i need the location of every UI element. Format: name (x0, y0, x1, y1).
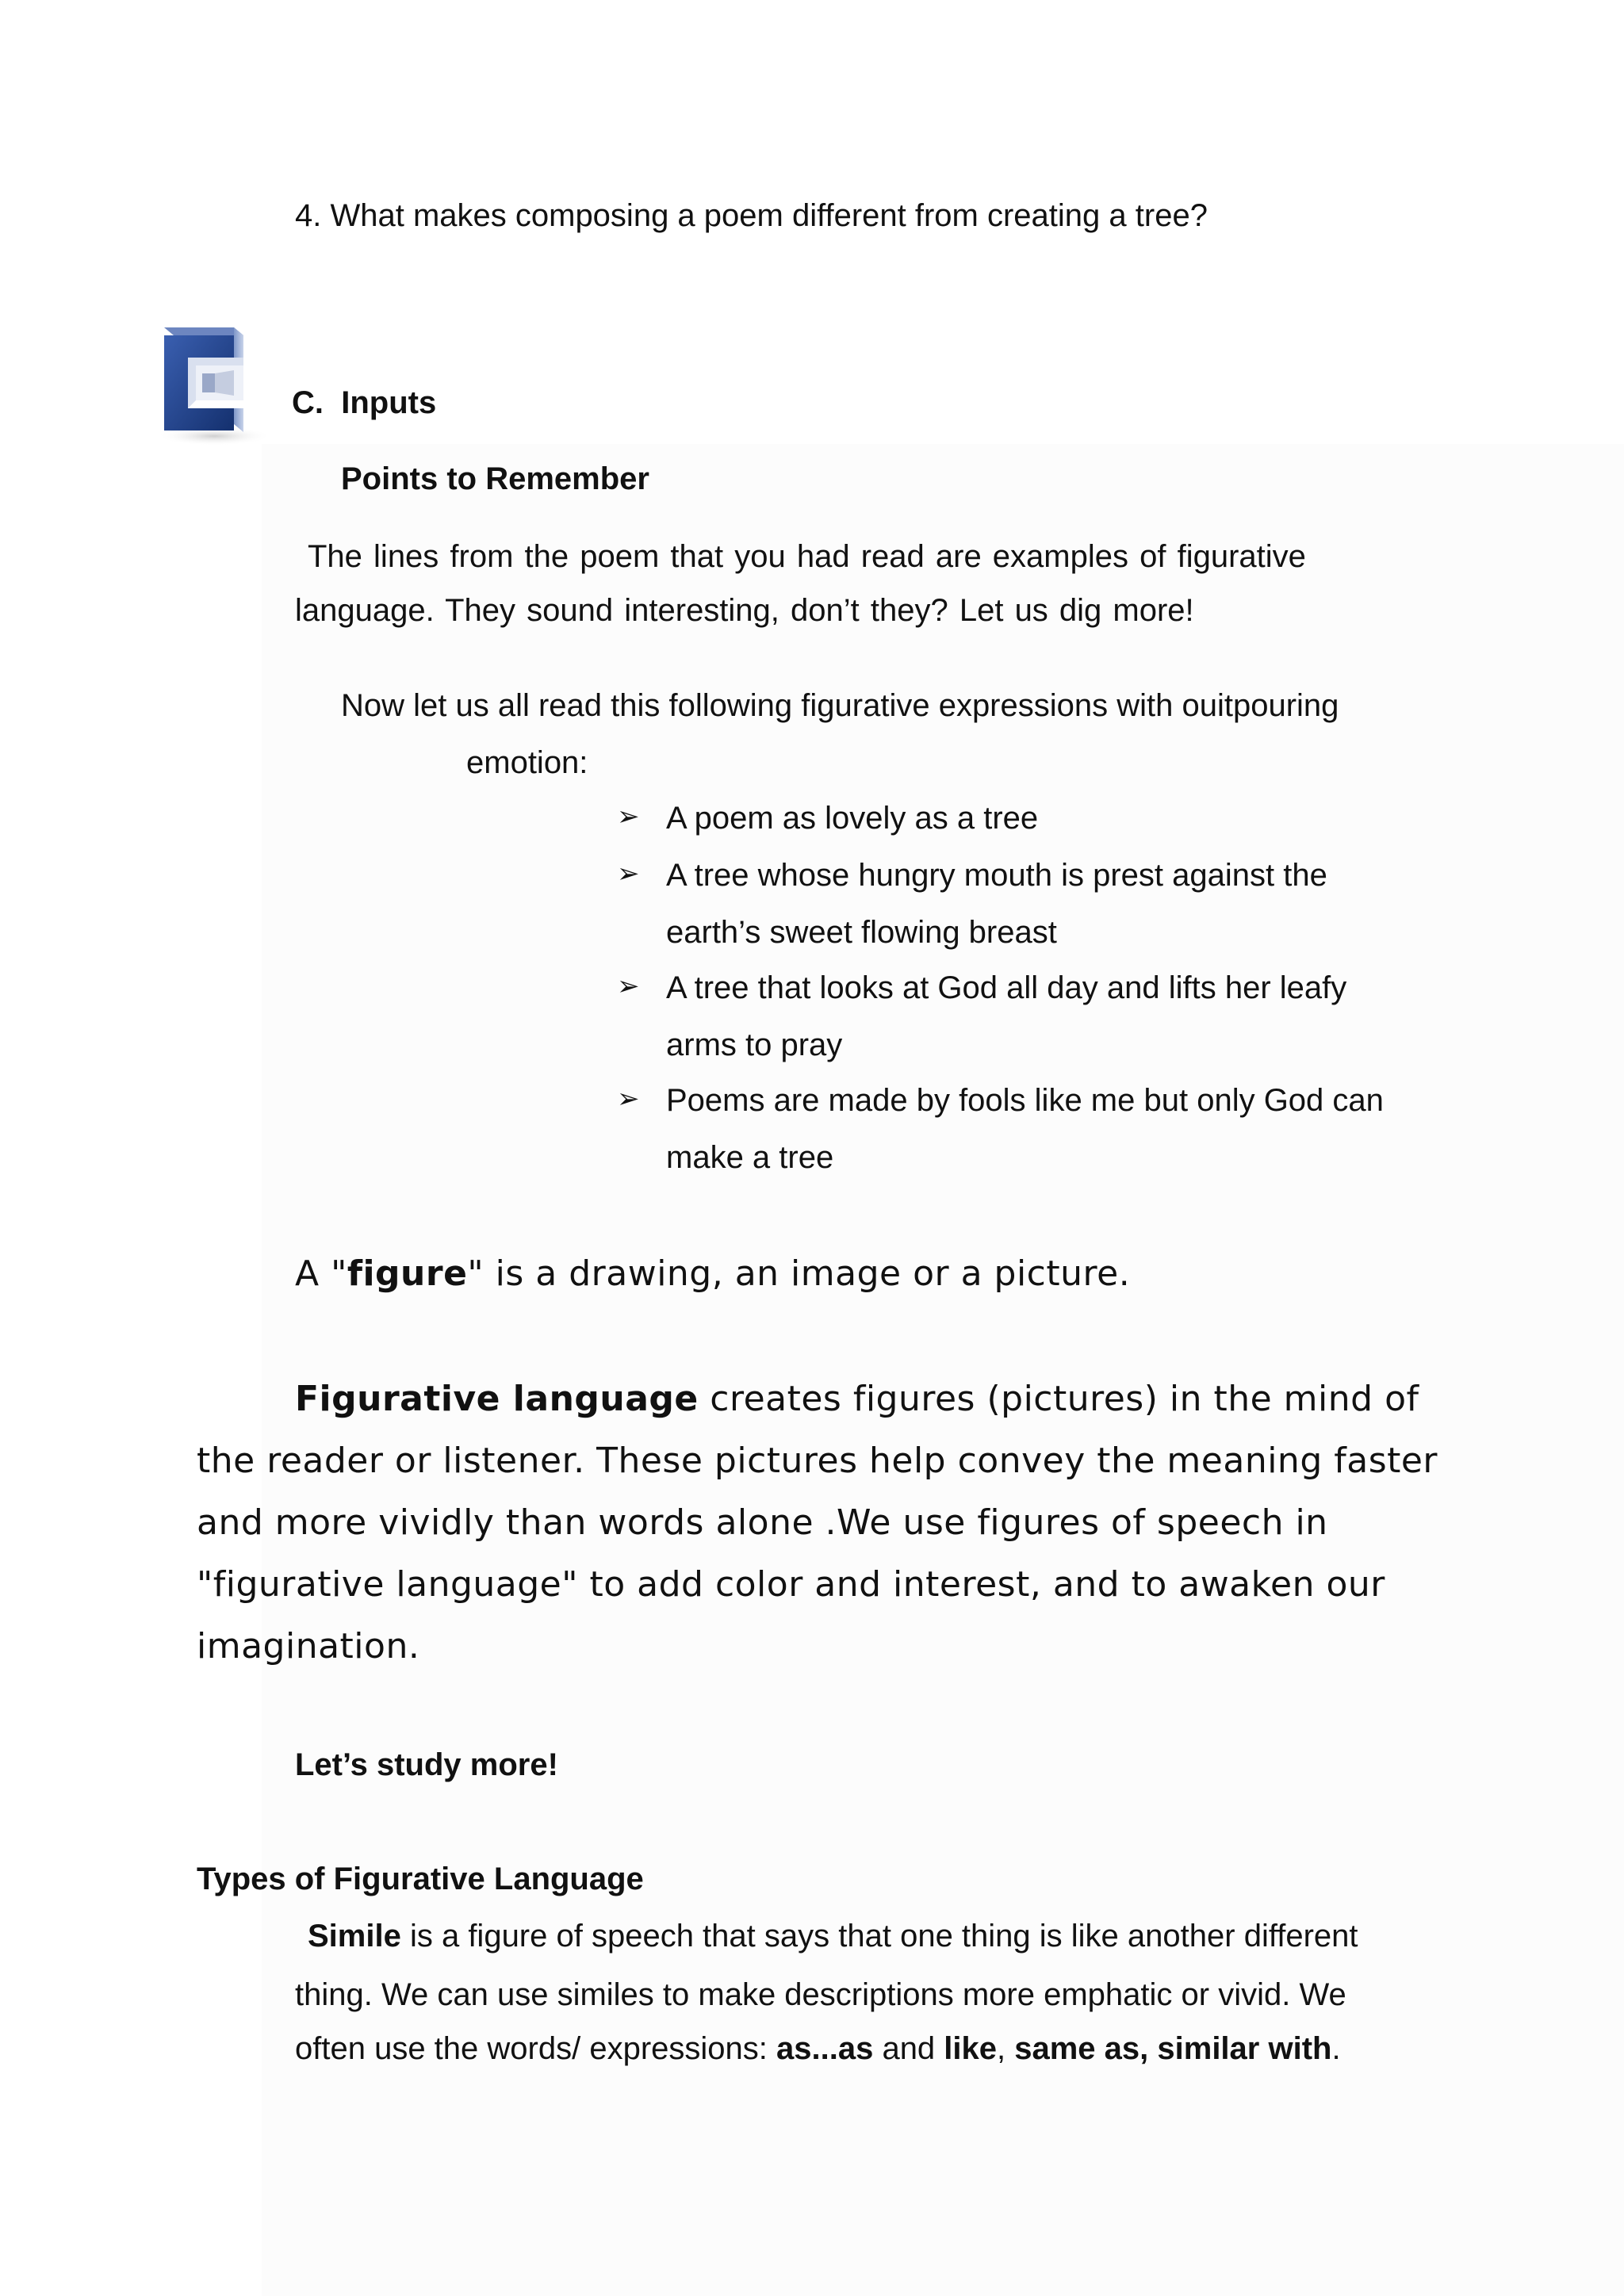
read-prompt-line-1: Now let us all read this following figurative expressions with ouitpouring (341, 688, 1339, 723)
figurative-para-line-2: the reader or listener. These pictures help convey the meaning faster (197, 1441, 1438, 1481)
figurative-language-term: Figurative language (295, 1379, 699, 1419)
figure-def-prefix: A " (295, 1253, 347, 1294)
simile-comma: , (997, 2031, 1015, 2066)
simile-line-3-prefix: often use the words/ expressions: (295, 2031, 776, 2066)
bullet-4-line-1: Poems are made by fools like me but only God can (666, 1083, 1384, 1118)
question-4: 4. What makes composing a poem different from creating a tree? (295, 198, 1208, 233)
bullet-3-line-2: arms to pray (666, 1027, 843, 1062)
figurative-para-line-3: and more vividly than words alone .We use figures of speech in (197, 1502, 1328, 1543)
bullet-3-line-1: A tree that looks at God all day and lifts her leafy (666, 970, 1347, 1005)
figurative-para-line-4: "figurative language" to add color and interest, and to awaken our (197, 1564, 1385, 1605)
blue-3d-c-block-icon (155, 321, 270, 448)
figurative-para-line-1 (295, 1368, 1419, 1430)
simile-and: and (873, 2031, 944, 2066)
section-letter: C. (292, 385, 324, 420)
keyword-same-as: same as, similar with (1014, 2031, 1332, 2066)
figurative-para-line-5: imagination. (197, 1626, 420, 1667)
keyword-as-as: as...as (776, 2031, 874, 2066)
simile-line-2: thing. We can use similes to make descriptions more emphatic or vivid. We (295, 1977, 1346, 2012)
intro-line-1: The lines from the poem that you had read are examples of figurative (308, 539, 1306, 574)
figurative-para-line-1-rest: creates figures (pictures) in the mind of (698, 1379, 1419, 1419)
bullet-2-line-1: A tree whose hungry mouth is prest against the (666, 858, 1327, 893)
simile-line-3 (295, 2030, 1341, 2068)
simile-line-1-rest: is a figure of speech that says that one thing is like another different (400, 1919, 1358, 1954)
figure-def-rest: " is a drawing, an image or a picture. (467, 1253, 1131, 1294)
bullet-4-line-2: make a tree (666, 1140, 834, 1175)
bullet-1: A poem as lovely as a tree (666, 801, 1039, 836)
simile-term: Simile (308, 1919, 401, 1954)
arrow-bullet-icon: ➢ (617, 971, 640, 1001)
keyword-like: like (944, 2031, 998, 2066)
simile-period: . (1331, 2031, 1341, 2066)
simile-line-1 (308, 1917, 1358, 1955)
arrow-bullet-icon: ➢ (617, 859, 640, 889)
arrow-bullet-icon: ➢ (617, 1084, 640, 1114)
read-prompt-line-2: emotion: (466, 745, 588, 780)
intro-line-2: language. They sound interesting, don’t they? Let us dig more! (295, 593, 1194, 628)
bullet-2-line-2: earth’s sweet flowing breast (666, 915, 1057, 950)
types-heading: Types of Figurative Language (197, 1862, 644, 1896)
study-more-heading: Let’s study more! (295, 1747, 558, 1782)
section-title: Inputs (341, 385, 437, 420)
arrow-bullet-icon: ➢ (617, 802, 640, 832)
figure-term: figure (347, 1253, 468, 1294)
section-heading (292, 384, 436, 422)
figure-definition (295, 1243, 1130, 1305)
points-heading: Points to Remember (341, 461, 649, 496)
